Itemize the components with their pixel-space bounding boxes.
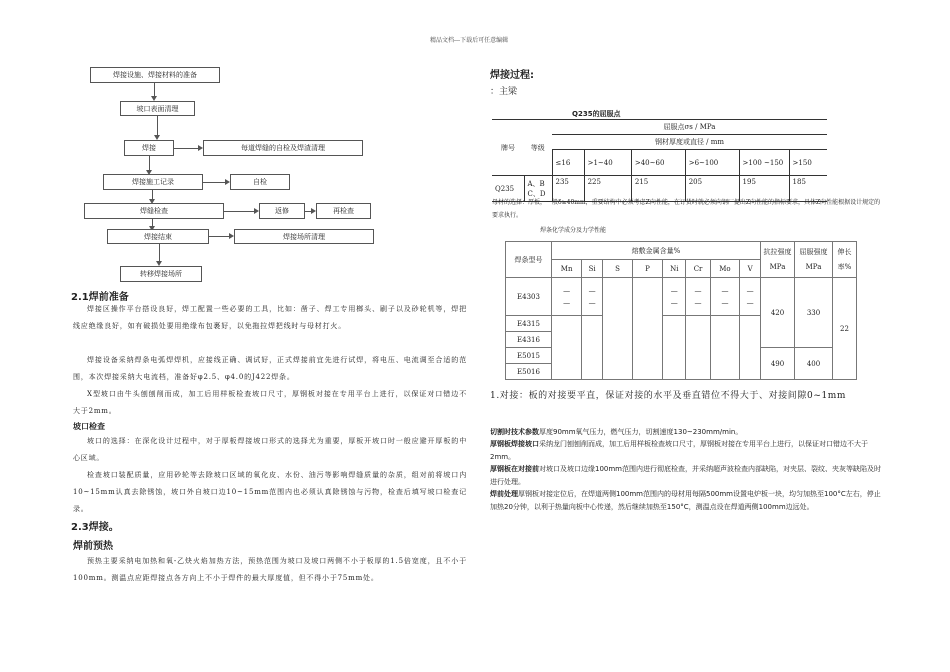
t1-range: ≤16 [552, 150, 584, 176]
preheat-paragraph: 预热主要采纳电加热和氧-乙炔火焰加热方法，预热范围为坡口及坡口两侧不小于板厚的1.5倍宽度，且不小于100mm。测温点应距焊接点各方向上不小于焊件的最大厚度值，但不得小于75mm处。 [73, 557, 467, 582]
t2-head-composition: 熔敷金属含量% [552, 242, 761, 260]
t2-tensile: 490 [761, 348, 795, 380]
t2-dash: — [746, 298, 754, 307]
t1-value: 205 [685, 176, 739, 202]
t2-type: E4316 [506, 332, 552, 348]
t1-range: >6~100 [685, 150, 739, 176]
t1-row-level: A、B C、D [524, 176, 552, 202]
flow-box-weld: 焊接 [124, 140, 174, 156]
cut-params-text: 厚度90mm氧气压力，燃气压力，切割速度130~230mm/min。 [539, 428, 743, 436]
flow-box-prep: 焊接设施、焊接材料的准备 [90, 67, 220, 83]
flow-box-site-clean: 焊接场所清理 [234, 229, 374, 244]
t1-head-grade: 牌号 [501, 143, 515, 152]
section-2-1-title: 2.1焊前准备 [71, 292, 129, 303]
flow-box-record: 焊接施工记录 [103, 174, 203, 190]
t1-value: 215 [631, 176, 685, 202]
s21-paragraph-3: X型坡口由牛头刨刨削而成，加工后用样板检查坡口尺寸，厚钢板对接在专用平台上进行，以保证对口错边不大于2mm。 [73, 390, 467, 415]
t2-elem: V [740, 260, 761, 278]
flow-box-recheck: 再检查 [316, 203, 371, 219]
t2-elem: Cr [686, 260, 710, 278]
page-header: 精品文档---下载后可任意编辑 [430, 37, 509, 44]
t2-elem: Si [582, 260, 603, 278]
main-beam-label: ：主梁 [490, 87, 518, 97]
pre-weld-treatment-label: 焊前处理 [490, 490, 518, 498]
t2-yield: 330 [795, 278, 833, 348]
t2-dash: — [563, 286, 571, 295]
t2-type: E4303 [506, 278, 552, 316]
t2-head-tensile: 抗拉强度MPa [761, 242, 795, 278]
thick-plate-bevel [490, 438, 882, 463]
t1-row-grade: Q235 [492, 176, 524, 202]
flow-box-move: 转移焊接场所 [120, 266, 202, 282]
t2-dash: — [670, 286, 678, 295]
bevel-paragraph-1: 坡口的选择：在深化设计过程中，对于厚板焊接坡口形式的选择尤为重要，厚板开坡口时一般应避开厚板的中心区域。 [73, 437, 467, 462]
t2-dash: — [588, 286, 596, 295]
t2-dash: — [563, 298, 571, 307]
t1-value: 235 [552, 176, 584, 202]
t2-dash: — [694, 286, 702, 295]
t2-elem: S [603, 260, 633, 278]
pre-butt-inspection [490, 463, 882, 488]
preheat-title: 焊前预热 [73, 541, 113, 552]
t2-type: E5016 [506, 364, 552, 380]
t1-range: >1~40 [584, 150, 631, 176]
t2-head-type: 焊条型号 [506, 242, 552, 278]
t2-type: E5015 [506, 348, 552, 364]
t2-dash: — [721, 286, 729, 295]
t2-elem: Ni [663, 260, 686, 278]
s21-paragraph-2: 焊接设备采纳焊条电弧焊焊机，应接线正确、调试好，正式焊接前宜先进行试焊，将电压、电流调至合适的范围，本次焊接采纳大电流档，准备好φ2.5、φ4.0的J422焊条。 [73, 356, 467, 381]
pre-weld-treatment [490, 488, 882, 513]
t1-value: 225 [584, 176, 631, 202]
cut-params-label: 切割时技术参数 [490, 428, 539, 436]
flow-box-self-check: 自检 [230, 174, 290, 190]
flow-box-clean: 坡口表面清理 [120, 101, 195, 116]
t2-tensile: 420 [761, 278, 795, 348]
yield-table [492, 119, 827, 202]
flow-box-inspect-each: 每道焊缝的自检及焊渣清理 [203, 140, 363, 156]
t2-head-elongation: 伸长率% [833, 242, 857, 278]
pre-butt-inspection-label: 厚钢板在对接前 [490, 465, 539, 473]
t1-value: 185 [792, 178, 806, 186]
t1-value: 195 [739, 176, 789, 202]
flow-box-finish: 焊接结束 [107, 229, 209, 244]
t1-head-yield: 屈服点σs / MPa [552, 120, 827, 135]
t2-dash: — [694, 298, 702, 307]
t2-dash: — [746, 286, 754, 295]
t2-yield: 400 [795, 348, 833, 380]
t2-caption: 焊条化学成分及力学性能 [540, 227, 607, 234]
t2-dash: — [721, 298, 729, 307]
t2-head-yield: 屈服强度MPa [795, 242, 833, 278]
thick-plate-bevel-text: 采纳龙门刨刨削而成，加工后用样板检查坡口尺寸，厚钢板对接在专用平台上进行，以保证对口错边不大于2mm。 [490, 440, 868, 461]
t2-dash: — [588, 298, 596, 307]
t2-elem: P [633, 260, 663, 278]
thick-plate-bevel-label: 厚钢板焊接坡口 [490, 440, 539, 448]
bevel-check-title: 坡口检查 [73, 422, 105, 431]
t1-head-thickness: 钢材厚度或直径 / mm [552, 135, 827, 150]
section-2-3-title: 2.3焊接。 [71, 522, 119, 533]
t2-dash: — [670, 298, 678, 307]
pre-weld-treatment-text: 厚钢板对接定位后，在焊道两侧100mm范围内的母材用每隔500mm设置电炉板一块，均匀加热至100°C左右，停止加热20分钟，以利于热量向板中心传递，然后继续加热至150°C，测温点设在焊道两侧100mm边远处。 [490, 490, 881, 511]
cut-params [490, 426, 882, 439]
t2-elongation: 22 [833, 278, 857, 380]
t2-elem: Mo [710, 260, 740, 278]
t1-head-level: 等级 [530, 143, 545, 152]
pre-butt-inspection-text: 对坡口及坡口边缘100mm范围内进行彻底检查，并采纳超声波检查内部缺陷，对夹层、裂纹、夹灰等缺陷及时进行处理。 [490, 465, 881, 486]
t1-range: >40~60 [631, 150, 685, 176]
t2-type: E4315 [506, 316, 552, 332]
t2-elem: Mn [552, 260, 582, 278]
base-material-note: 母材的选择：厚板，一般δ≥40mm，重要结构中必须考虑Z向性能，在订货时就必须向钢厂提出Z向性能的指标要求，具体Z向性能根据设计规定的要求执行。 [492, 199, 881, 219]
yield-table-title: Q235的屈服点 [572, 110, 621, 118]
flow-box-repair: 返修 [259, 203, 305, 219]
process-title: 焊接过程: [490, 70, 534, 81]
butt-joint-item: 1.对接：板的对接要平直，保证对接的水平及垂直错位不得大于、对接间隙0~1mm [490, 391, 847, 401]
s21-paragraph-1: 焊接区操作平台搭设良好，焊工配置一些必要的工具，比如：凿子、焊工专用榔头、刷子以及砂轮机等，焊把线应绝缘良好，如有破损处要用绝缘布包裹好，以免拖拉焊把线时与母材打火。 [73, 305, 467, 330]
t1-range: >100 ~150 [739, 150, 789, 176]
t1-range: >150 [792, 158, 812, 167]
bevel-paragraph-2: 检查坡口装配质量，应用砂轮等去除坡口区域的氧化皮、水份、油污等影响焊缝质量的杂质，组对前将坡口内10~15mm认真去除锈蚀，坡口外自坡口边10~15mm范围内也必须认真除锈蚀与污物，检查后填写坡口检查记录。 [73, 471, 467, 513]
electrode-table [505, 241, 857, 380]
flow-box-weld-check: 焊缝检查 [84, 203, 224, 219]
